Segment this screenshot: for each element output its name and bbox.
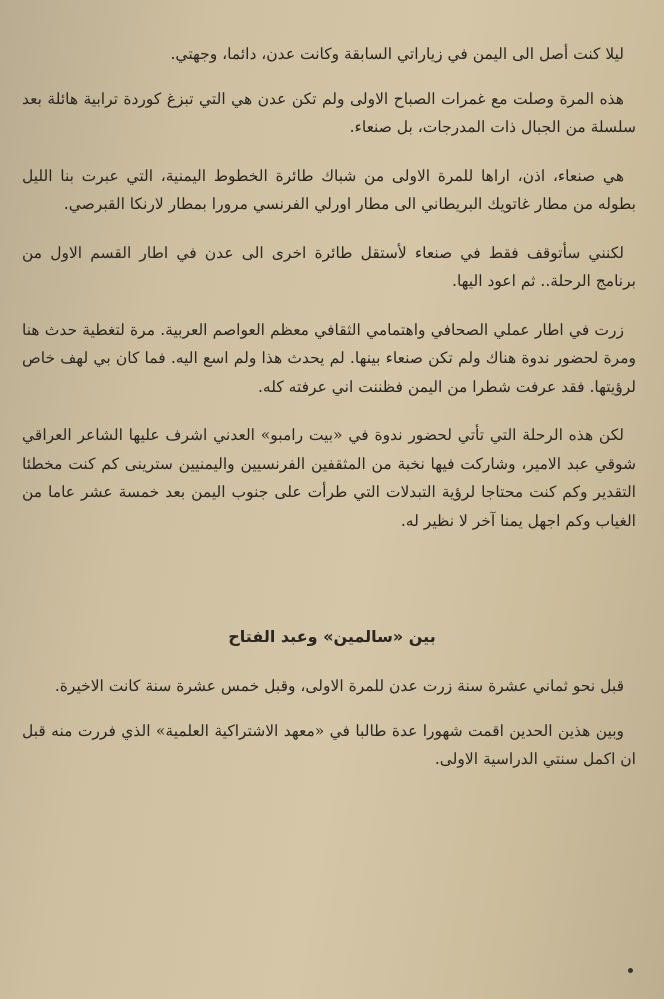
paragraph-1: ليلا كنت أصل الى اليمن في زياراتي السابقة وكانت عدن، دائما، وجهتي. — [170, 45, 624, 63]
section-paragraph-1: قبل نحو ثماني عشرة سنة زرت عدن للمرة الاولى، وقبل خمس عشرة سنة كانت الاخيرة. — [54, 677, 624, 695]
paragraph-6: لكن هذه الرحلة التي تأتي لحضور ندوة في «بيت رامبو» العدني اشرف عليها الشاعر العراقي شوقي عبد الامير، وشاركت فيها نخبة من المثقفين الفرنسيين واليمنيين سترينى كم كنت مخطئا التقدير وكم كنت محتاجا لرؤية التبدلات التي طرأت على جنوب اليمن بعد خمسة عشر عاما من الغياب وكم اجهل يمنا آخر لا نظير له. — [22, 426, 636, 530]
paragraph-5: زرت في اطار عملي الصحافي واهتمامي الثقافي معظم العواصم العربية. مرة لتغطية حدث هنا ومرة لحضور ندوة هناك ولم تكن صنعاء بينها. لم يحدث هذا ولم اسع اليه. فما كان بي لهف خاص لرؤيتها. فقد عرفت شطرا من اليمن فظننت اني عرفته كله. — [22, 320, 636, 396]
section-paragraph-2: وبين هذين الحدين اقمت شهورا عدة طالبا في «معهد الاشتراكية العلمية» الذي فررت منه قبل ان اكمل سنتي الدراسية الاولى. — [22, 721, 636, 768]
section-heading: بين «سالمين» وعبد الفتاح — [228, 627, 436, 646]
paragraph-4: لكنني سأتوقف فقط في صنعاء لأستقل طائرة اخرى الى عدن في اطار القسم الاول من برنامج الرحلة.. ثم اعود اليها. — [22, 243, 636, 290]
page-mark — [628, 968, 633, 973]
paragraph-3: هي صنعاء، اذن، اراها للمرة الاولى من شباك طائرة الخطوط اليمنية، التي عبرت بنا الليل بطوله من مطار غاتويك البريطاني الى مطار اورلي الفرنسي مرورا بمطار لارنكا القبرصي. — [22, 166, 636, 213]
paragraph-2: هذه المرة وصلت مع غمرات الصباح الاولى ولم تكن عدن هي التي تبزغ كوردة ترابية هائلة بعد سلسلة من الجبال ذات المدرجات، بل صنعاء. — [22, 89, 636, 136]
book-page — [22, 40, 642, 774]
